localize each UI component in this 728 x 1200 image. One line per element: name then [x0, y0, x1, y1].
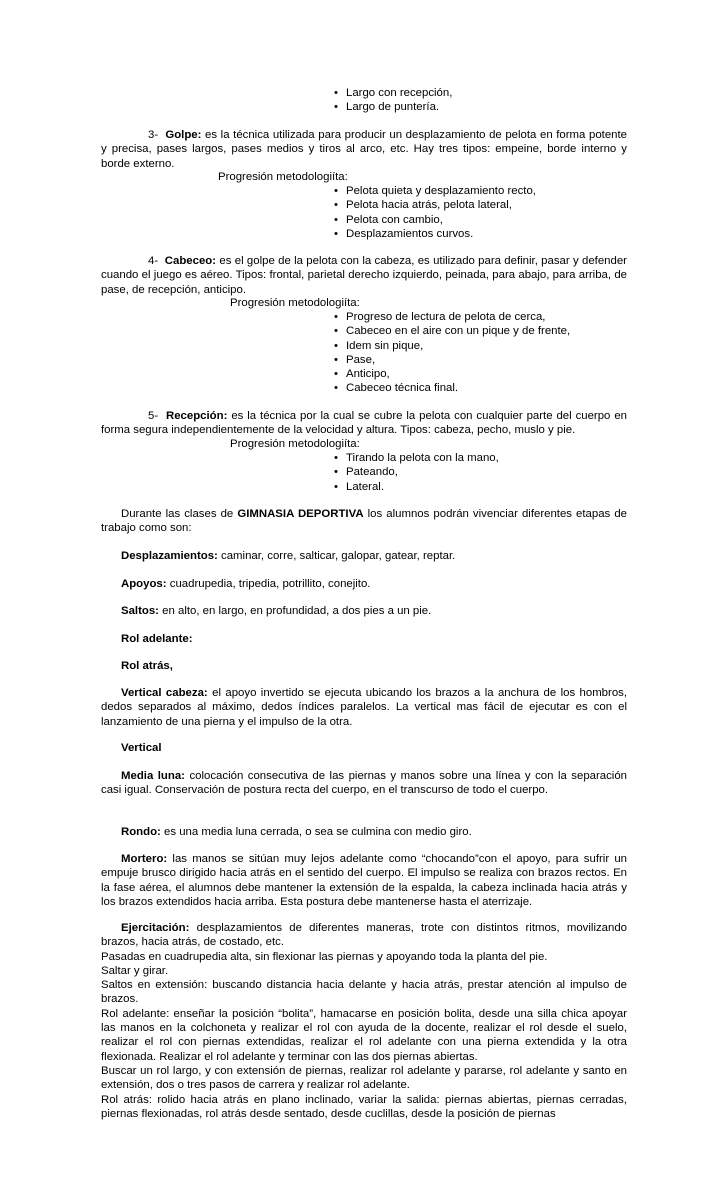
list-item: • Idem sin pique, [333, 339, 570, 353]
item-text: desplazamientos de diferentes maneras, trote con distintos ritmos, movilizando brazos, hacia atrás, de costado, etc. [101, 922, 628, 949]
item-label: Ejercitación: [121, 922, 190, 934]
item-label: Rol adelante: [121, 633, 193, 645]
saltos-paragraph [101, 604, 627, 618]
item-label: Saltos: [121, 605, 159, 617]
list-item: • Cabeceo técnica final. [333, 381, 570, 395]
list-item: • Tirando la pelota con la mano, [333, 451, 499, 465]
item-label: Rol atrás, [121, 660, 173, 672]
bullet-list-top [333, 86, 452, 115]
item-label: Rondo: [121, 826, 161, 838]
ejercitacion-line: Rol adelante: enseñar la posición “bolita”, hamacarse en posición bolita, desde una silla chica apoyar las manos en la colchoneta y realizar el rol con ayuda de la docente, realizar el rol desde el suelo, realizar el rol con piernas extendidas, realizar el rol adelante con una pierna extendida y la otra flexionada. Realizar el rol adelante y terminar con las dos piernas abiertas. [101, 1007, 627, 1063]
desplazamientos-paragraph [101, 549, 627, 563]
cabeceo-paragraph [101, 254, 627, 297]
item-label: Apoyos: [121, 578, 167, 590]
list-item: • Cabeceo en el aire con un pique y de frente, [333, 324, 570, 338]
item-text: colocación consecutiva de las piernas y manos sobre una línea y con la separación casi igual. Conservación de postura recta del cuerpo, en el transcurso de todo el cuerpo. [101, 770, 628, 797]
ejercitacion-line: Rol atrás: rolido hacia atrás en plano inclinado, variar la salida: piernas abiertas, piernas cerradas, piernas flexionadas, rol atrás desde sentado, desde cuclillas, desde la posición de piernas [101, 1093, 627, 1120]
ejercitacion-line: Buscar un rol largo, y con extensión de piernas, realizar rol adelante y pararse, rol adelante y santo en extensión, dos o tres pasos de carrera y realizar rol adelante. [101, 1064, 627, 1092]
section-title: Recepción: [165, 410, 228, 422]
rol-atras-paragraph [101, 659, 627, 673]
section-number: 5- [148, 410, 159, 422]
item-label: Mortero: [121, 853, 168, 865]
apoyos-paragraph [101, 577, 627, 591]
gimnasia-intro-paragraph [101, 507, 627, 536]
section-number: 4- [148, 255, 159, 267]
item-label: Vertical [121, 742, 162, 754]
golpe-paragraph [101, 128, 627, 171]
section-title: Cabeceo: [164, 255, 217, 267]
item-text: el apoyo invertido se ejecuta ubicando los brazos a la anchura de los hombros, dedos separados al máximo, dedos índices paralelos. La vertical mas fácil de ejecutar es con el lanzamiento de una pierna y el impulso de la otra. [101, 687, 628, 728]
section-title: Golpe: [165, 129, 202, 141]
bullet-list-golpe [333, 184, 536, 241]
list-item: • Largo con recepción, [333, 86, 452, 100]
progresion-label: Progresión metodologiíta: [230, 297, 360, 309]
ejercitacion-line: Saltos en extensión: buscando distancia hacia delante y hacia atrás, prestar atención al impulso de brazos. [101, 979, 627, 1006]
list-item: • Lateral. [333, 480, 499, 494]
progresion-label: Progresión metodologiíta: [218, 171, 348, 183]
section-number: 3- [148, 129, 159, 141]
progresion-label: Progresión metodologiíta: [230, 438, 360, 450]
intro-text-before: Durante las clases de [121, 508, 234, 520]
item-label: Vertical cabeza: [121, 687, 208, 699]
item-label: Desplazamientos: [121, 550, 218, 562]
item-text: las manos se sitúan muy lejos adelante como “chocando”con el apoyo, para sufrir un empuje brusco dirigido hacia atrás en el sentido del cuerpo. El impulso se realiza con brazos rectos. En la fase aérea, el alumnos debe mantener la extensión de la espalda, la cabeza inclinada hacia atrás y los brazos extendidos hacia arriba. Esta postura debe mantenerse hasta el aterrizaje. [101, 853, 627, 908]
bullet-list-recepcion [333, 451, 499, 494]
item-text: caminar, corre, salticar, galopar, gatear, reptar. [221, 550, 456, 562]
recepcion-paragraph [101, 409, 627, 438]
ejercitacion-block [101, 921, 627, 1121]
item-label: Media luna: [121, 770, 185, 782]
list-item: • Progreso de lectura de pelota de cerca, [333, 310, 570, 324]
media-luna-paragraph [101, 769, 627, 798]
section-text: es la técnica utilizada para producir un desplazamiento de pelota en forma potente y precisa, pases largos, pases medios y tiros al arco, etc. Hay tres tipos: empeine, borde interno y borde externo. [101, 129, 627, 170]
ejercitacion-line: Saltar y girar. [101, 964, 169, 977]
list-item: • Desplazamientos curvos. [333, 227, 536, 241]
section-text: es el golpe de la pelota con la cabeza, es utilizado para definir, pasar y defender cuando el juego es aéreo. Tipos: frontal, parietal derecho izquierdo, peinada, para abajo, para arriba, de pase, de recepción, anticipo. [101, 255, 627, 296]
list-item: • Anticipo, [333, 367, 570, 381]
list-item: • Pase, [333, 353, 570, 367]
rondo-paragraph [101, 825, 627, 839]
item-text: en alto, en largo, en profundidad, a dos pies a un pie. [162, 605, 432, 617]
list-item: • Pelota hacia atrás, pelota lateral, [333, 198, 536, 212]
list-item: • Largo de puntería. [333, 100, 452, 114]
vertical-paragraph [101, 741, 627, 755]
gimnasia-deportiva-heading: GIMNASIA DEPORTIVA [237, 508, 364, 520]
bullet-list-cabeceo [333, 310, 570, 396]
mortero-paragraph [101, 852, 627, 909]
item-text: es una media luna cerrada, o sea se culmina con medio giro. [164, 826, 472, 838]
list-item: • Pelota quieta y desplazamiento recto, [333, 184, 536, 198]
ejercitacion-first-paragraph [101, 921, 627, 950]
intro-text-after: los alumnos podrán vivenciar diferentes etapas de trabajo como son: [101, 508, 627, 535]
list-item: • Pelota con cambio, [333, 213, 536, 227]
item-text: cuadrupedia, tripedia, potrillito, conejito. [169, 578, 371, 590]
ejercitacion-line: Pasadas en cuadrupedia alta, sin flexionar las piernas y apoyando toda la planta del pie. [101, 950, 548, 963]
vertical-cabeza-paragraph [101, 686, 627, 729]
list-item: • Pateando, [333, 465, 499, 479]
section-text: es la técnica por la cual se cubre la pelota con cualquier parte del cuerpo en forma segura independientemente de la velocidad y altura. Tipos: cabeza, pecho, muslo y pie. [101, 410, 627, 437]
rol-adelante-paragraph [101, 632, 627, 646]
